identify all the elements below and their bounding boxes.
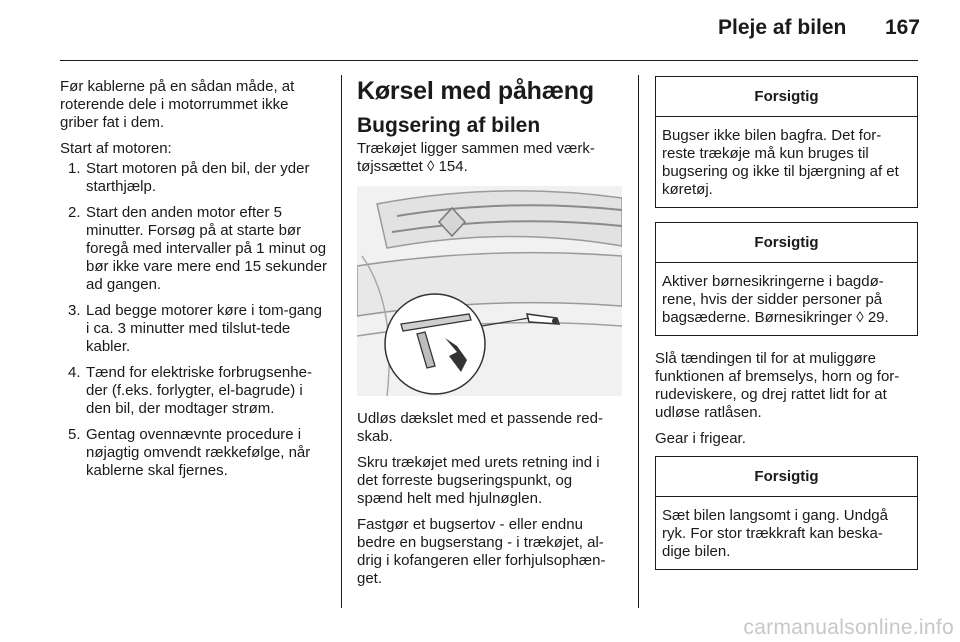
list-item: 1. Start motoren på den bil, der yder starthjælp.: [68, 160, 310, 195]
caution-box: [655, 222, 918, 336]
right-column: [655, 76, 918, 584]
caution-box: [655, 456, 918, 570]
list-item: 2. Start den anden motor efter 5 minutter. Forsøg på at starte bør foregå med intervaller på 1 minut og bør ikke vare mere end 15 sekunder ad gangen.: [68, 204, 327, 293]
caution-body: Aktiver børnesikringerne i bagdø-rene, hvis der sidder personer på bagsæderne. Børnesikringer ◊ 29.: [662, 273, 889, 326]
column-divider-right: [638, 75, 639, 608]
towing-eye-intro: Trækøjet ligger sammen med værk-tøjssættet ◊ 154.: [357, 140, 595, 175]
start-label: Start af motoren:: [60, 140, 172, 157]
header-divider: [60, 60, 918, 61]
release-cover-paragraph: Udløs dækslet med et passende red-skab.: [357, 410, 603, 445]
watermark: carmanualsonline.info: [743, 616, 954, 639]
caution-title: Forsigtig: [656, 77, 917, 117]
left-column: [60, 78, 328, 488]
caution-body: Bugser ikke bilen bagfra. Det for-reste trækøje må kun bruges til bugsering og ikke til bjærgning af et køretøj.: [662, 127, 899, 198]
list-item: 4. Tænd for elektriske forbrugsenhe-der (f.eks. forlygter, el-bagrude) i den bil, der modtager strøm.: [68, 364, 312, 417]
intro-paragraph: Før kablerne på en sådan måde, at roterende dele i motorrummet ikke griber fat i dem.: [60, 78, 295, 131]
list-item: 3. Lad begge motorer køre i tom-gang i ca. 3 minutter med tilslut-tede kabler.: [68, 302, 322, 355]
screw-eye-paragraph: Skru trækøjet med urets retning ind i det forreste bugseringspunkt, og spænd helt med hjulnøglen.: [357, 454, 600, 507]
attach-rope-paragraph: Fastgør et bugsertov - eller endnu bedre en bugserstang - i trækøjet, al-drig i kofangeren eller forhjulsophæn-get.: [357, 516, 606, 587]
caution-title: Forsigtig: [656, 457, 917, 497]
start-steps-list: [60, 160, 328, 480]
page-number: 167: [884, 16, 920, 39]
towing-eye-illustration: [357, 186, 622, 396]
column-divider-left: [341, 75, 342, 608]
caution-box: [655, 76, 918, 208]
neutral-gear-paragraph: Gear i frigear.: [655, 430, 746, 447]
car-bumper-icon: [357, 186, 622, 396]
caution-title: Forsigtig: [656, 223, 917, 263]
list-item: 5. Gentag ovennævnte procedure i nøjagtig omvendt rækkefølge, når kablerne skal fjernes.: [68, 426, 311, 479]
middle-column: [357, 76, 622, 596]
caution-body: Sæt bilen langsomt i gang. Undgå ryk. For stor trækkraft kan beska-dige bilen.: [662, 507, 888, 560]
ignition-paragraph: Slå tændingen til for at muliggøre funktionen af bremselys, horn og for-rudeviskere, og drej rattet lidt for at udløse ratlåsen.: [655, 350, 900, 421]
section-heading: Kørsel med påhæng: [357, 77, 594, 105]
section-subheading: Bugsering af bilen: [357, 114, 541, 137]
page-header-title: Pleje af bilen: [718, 16, 847, 39]
